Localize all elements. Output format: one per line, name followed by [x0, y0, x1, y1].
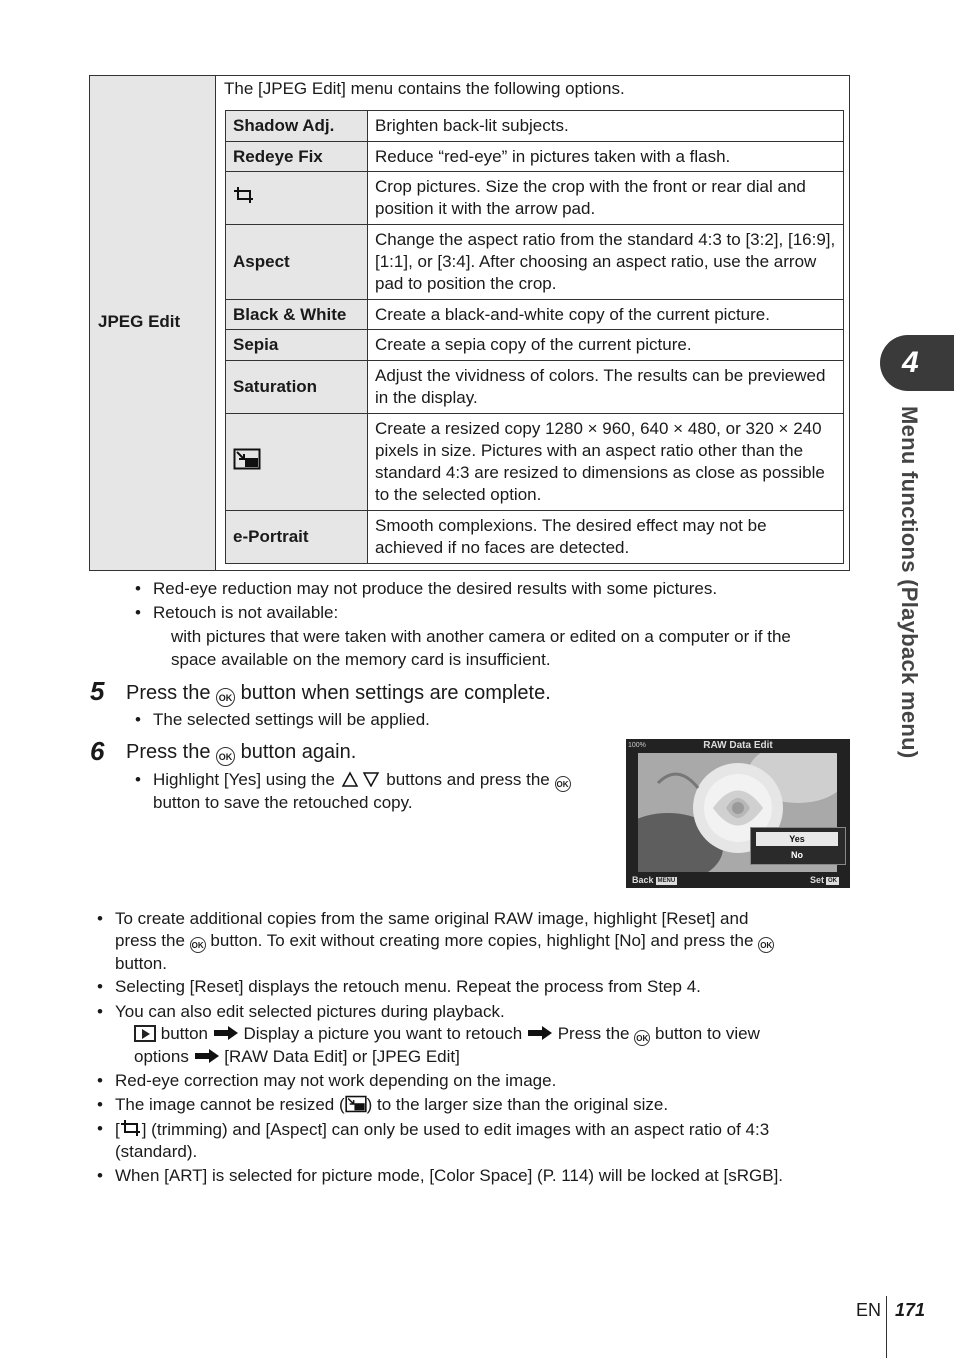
crop-icon: [233, 185, 255, 205]
flow-text: Display a picture you want to retouch: [243, 1024, 523, 1043]
option-name: [226, 172, 368, 225]
option-name: Shadow Adj.: [226, 111, 368, 142]
step-5-number: 5: [90, 676, 105, 706]
option-name: Aspect: [226, 225, 368, 300]
ok-button-icon: OK: [190, 937, 206, 953]
chapter-title: [888, 406, 928, 776]
back-label: Back: [632, 875, 654, 885]
right-arrow-icon: [527, 1025, 553, 1041]
table-row: [226, 300, 844, 330]
step-5-pre: Press the: [126, 682, 211, 704]
step-6-post: button again.: [240, 741, 357, 763]
option-desc: Adjust the vividness of colors. The results can be previewed in the display.: [368, 361, 844, 414]
table-row: [226, 361, 844, 414]
note-retouch-detail-2: space available on the memory card is insufficient.: [171, 650, 551, 669]
language-label: EN: [856, 1300, 882, 1320]
resize-icon: [233, 448, 261, 470]
right-arrow-icon: [194, 1048, 220, 1064]
note-text: ) to the larger size than the original size.: [366, 1095, 669, 1114]
step-6-number: 6: [90, 736, 105, 766]
option-name: Redeye Fix: [226, 142, 368, 172]
table-row: [226, 172, 844, 225]
note-red-eye-correction: • Red-eye correction may not work depending on the image.: [115, 1070, 556, 1092]
back-hint: [632, 874, 677, 886]
option-name: Sepia: [226, 330, 368, 361]
footer-divider: [886, 1296, 887, 1358]
step-6-note-pre: Highlight [Yes] using the: [153, 770, 335, 789]
ok-button-icon: OK: [758, 937, 774, 953]
step-6-note: [153, 769, 613, 814]
screen-title: RAW Data Edit: [703, 740, 773, 751]
step-6-text: [126, 739, 356, 766]
yes-option[interactable]: Yes: [756, 832, 838, 846]
table-row: [226, 111, 844, 142]
ok-button-icon: OK: [634, 1030, 650, 1046]
step-5-text: [126, 680, 551, 707]
table-intro: The [JPEG Edit] menu contains the following options.: [224, 79, 625, 98]
note-retouch: • Retouch is not available:: [153, 602, 338, 624]
option-desc: Brighten back-lit subjects.: [368, 111, 844, 142]
chapter-title-text: Menu functions (Playback menu): [897, 406, 922, 759]
chapter-number: 4: [902, 346, 919, 379]
ok-tag: OK: [828, 878, 838, 884]
note-art-color-space: • When [ART] is selected for picture mode, [Color Space] (P. 114) will be locked at [sRGB].: [115, 1165, 783, 1187]
flow-text: options: [134, 1047, 189, 1066]
chapter-tab: [880, 335, 954, 391]
ok-button-icon: OK: [216, 688, 235, 707]
table-row: [226, 225, 844, 300]
note-resize-limit: [115, 1094, 668, 1116]
options-table: [225, 110, 844, 564]
no-option[interactable]: No: [791, 850, 803, 860]
step-6-note-mid: buttons and press the: [386, 770, 550, 789]
camera-screen: [626, 739, 850, 888]
table-row: [226, 414, 844, 511]
jpeg-edit-label: JPEG Edit: [98, 312, 181, 331]
note-text: button. To exit without creating more copies, highlight [No] and press the: [210, 931, 754, 950]
note-text: The image cannot be resized (: [115, 1095, 345, 1114]
table-row-header: [90, 76, 216, 570]
set-label: Set: [810, 875, 825, 885]
up-down-arrows-icon: [340, 771, 382, 787]
option-name: e-Portrait: [226, 511, 368, 564]
option-desc: Create a black-and-white copy of the current picture.: [368, 300, 844, 330]
jpeg-edit-table: [89, 75, 850, 571]
right-arrow-icon: [213, 1025, 239, 1041]
set-hint: [810, 874, 839, 886]
option-name: [226, 414, 368, 511]
note-playback-edit: • You can also edit selected pictures during playback.: [115, 1001, 505, 1023]
note-retouch-detail-1: with pictures that were taken with another camera or edited on a computer or if the: [171, 627, 791, 646]
ok-button-icon: OK: [555, 776, 571, 792]
note-text: button.: [115, 954, 167, 973]
note-text: press the: [115, 931, 185, 950]
step-6-note-post: button to save the retouched copy.: [153, 793, 413, 812]
crop-icon: [120, 1118, 142, 1138]
option-desc: Reduce “red-eye” in pictures taken with a flash.: [368, 142, 844, 172]
page-number: 171: [895, 1300, 926, 1320]
note-reset: • Selecting [Reset] displays the retouch menu. Repeat the process from Step 4.: [115, 976, 701, 998]
note-trimming: [115, 1118, 855, 1163]
playback-button-icon: [134, 1025, 156, 1042]
option-name: Black & White: [226, 300, 368, 330]
table-row: [226, 142, 844, 172]
zoom-indicator: 100%: [628, 742, 646, 749]
note-red-eye: • Red-eye reduction may not produce the desired results with some pictures.: [153, 578, 717, 600]
option-desc: Create a sepia copy of the current picture.: [368, 330, 844, 361]
yes-no-dialog: [750, 827, 846, 865]
table-row: [226, 330, 844, 361]
step-5-note: • The selected settings will be applied.: [153, 709, 430, 731]
option-name: Saturation: [226, 361, 368, 414]
step-6-pre: Press the: [126, 741, 211, 763]
ok-button-icon: OK: [216, 747, 235, 766]
playback-flow: [134, 1023, 854, 1068]
step-5-post: button when settings are complete.: [240, 682, 551, 704]
note-text: To create additional copies from the same original RAW image, highlight [Reset] and: [115, 909, 749, 928]
resize-icon: [345, 1095, 367, 1113]
note-text: (standard).: [115, 1142, 198, 1161]
table-row: [226, 511, 844, 564]
option-desc: Crop pictures. Size the crop with the front or rear dial and position it with the arrow pad.: [368, 172, 844, 225]
flow-text: button: [160, 1024, 208, 1043]
note-text: ] (trimming) and [Aspect] can only be used to edit images with an aspect ratio of 4:3: [141, 1120, 770, 1139]
menu-tag: MENU: [657, 878, 676, 884]
flow-text: Press the: [557, 1024, 630, 1043]
note-additional-copies: [115, 908, 855, 975]
option-desc: Smooth complexions. The desired effect may not be achieved if no faces are detected.: [368, 511, 844, 564]
flow-text: button to view: [654, 1024, 760, 1043]
option-desc: Change the aspect ratio from the standard 4:3 to [3:2], [16:9], [1:1], or [3:4]. After choosing an aspect ratio, use the arrow pad to position the crop.: [368, 225, 844, 300]
flow-text: [RAW Data Edit] or [JPEG Edit]: [224, 1047, 460, 1066]
note-text: [: [115, 1120, 120, 1139]
option-desc: Create a resized copy 1280 × 960, 640 × 480, or 320 × 240 pixels in size. Pictures with an aspect ratio other than the standard 4:3 are resized to dimensions as close as possible to the selected option.: [368, 414, 844, 511]
